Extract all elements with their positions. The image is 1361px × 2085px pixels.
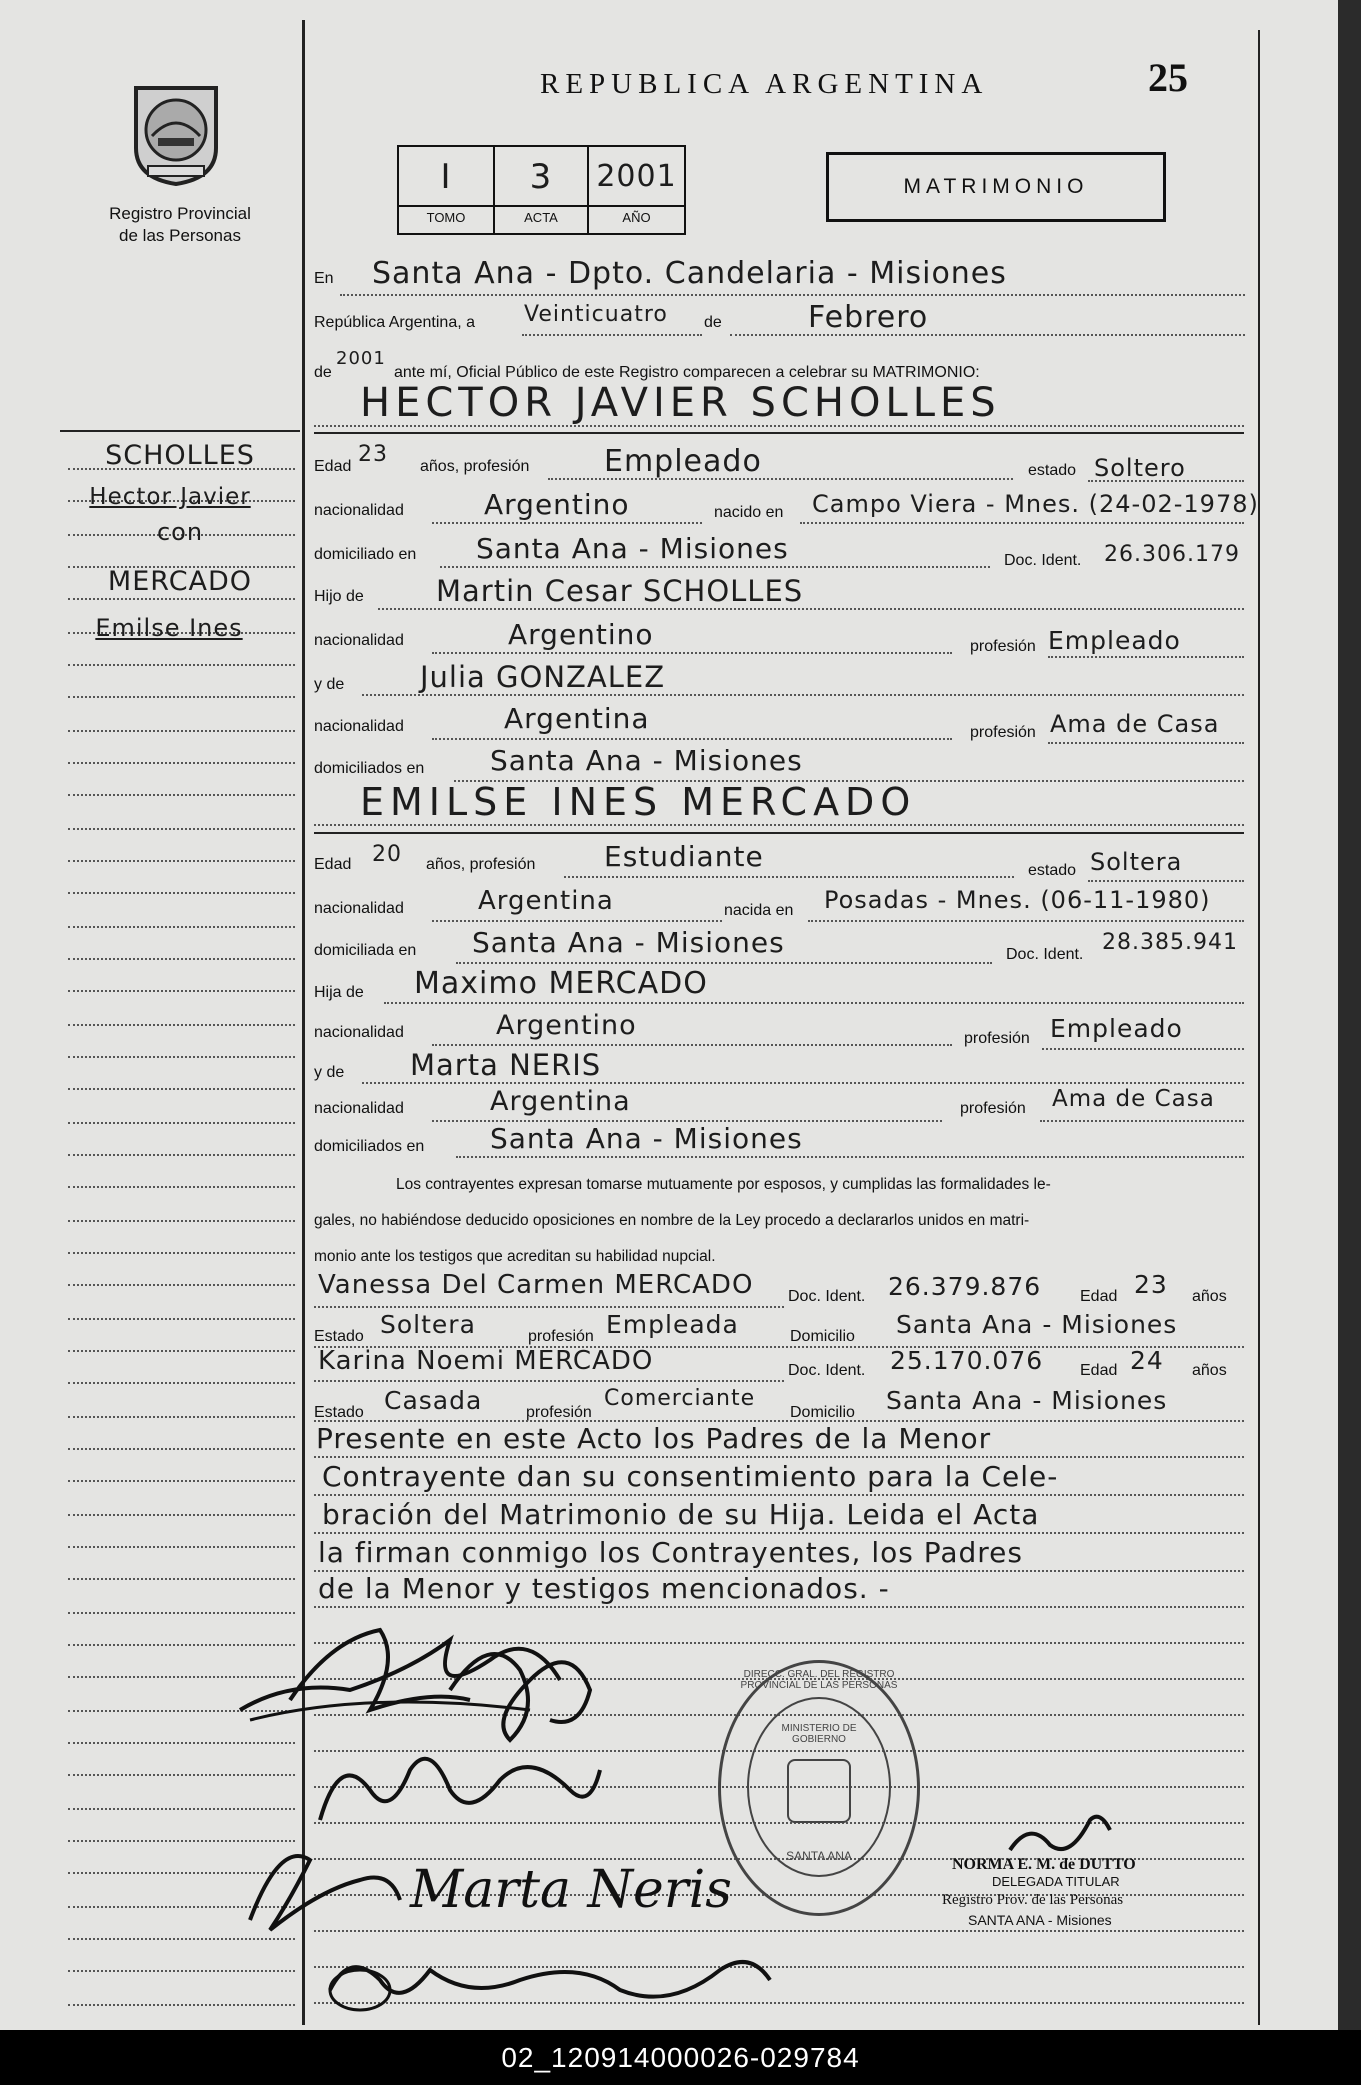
bride-father-prof: Empleado xyxy=(1050,1014,1183,1043)
bride-mother-nat: Argentina xyxy=(490,1086,631,1117)
de-label: de xyxy=(704,314,722,331)
groom-parents-domicile-label: domiciliados en xyxy=(314,760,425,777)
ceremony-year: 2001 xyxy=(336,348,386,369)
witness-2-prof-label: profesión xyxy=(526,1404,592,1421)
bride-mother-nat-label: nacionalidad xyxy=(314,1100,404,1117)
right-border-line xyxy=(1258,30,1260,2025)
signature-bride-mother: Marta Neris xyxy=(410,1860,732,1920)
bride-nationality-label: nacionalidad xyxy=(314,900,404,917)
bride-father: Maximo MERCADO xyxy=(414,966,708,1001)
ano-value: 2001 xyxy=(596,159,677,194)
official-seal xyxy=(718,1660,920,1916)
bride-age: 20 xyxy=(372,842,402,867)
seal-outer-text: DIRECC. GRAL. DEL REGISTRO PROVINCIAL DE LAS PERSONAS xyxy=(740,1669,898,1691)
province-emblem-icon xyxy=(128,78,224,188)
bride-mother-label: y de xyxy=(314,1064,345,1081)
witness-1-doc-label: Doc. Ident. xyxy=(788,1288,866,1305)
witness-1-estado: Soltera xyxy=(380,1310,476,1339)
bride-parents-domicile: Santa Ana - Misiones xyxy=(490,1122,803,1155)
ano-label: AÑO xyxy=(622,210,651,225)
witness-2-estado: Casada xyxy=(384,1386,483,1415)
groom-parents-domicile: Santa Ana - Misiones xyxy=(490,744,803,777)
acta-label: ACTA xyxy=(524,210,558,225)
note-line-1: Presente en este Acto los Padres de la Menor xyxy=(316,1422,992,1455)
signature-witness-2-icon xyxy=(230,1820,410,1940)
note-line-2: Contrayente dan su consentimiento para la Cele- xyxy=(322,1460,1059,1493)
groom-estado-label: estado xyxy=(1028,462,1077,479)
groom-father-prof: Empleado xyxy=(1048,626,1181,655)
groom-nationality: Argentino xyxy=(484,488,630,521)
ceremony-place: Santa Ana - Dpto. Candelaria - Misiones xyxy=(372,256,1007,291)
groom-birthplace: Campo Viera - Mnes. (24-02-1978) xyxy=(812,490,1259,518)
de-label-2: de xyxy=(314,364,332,381)
statement-line-1: Los contrayentes expresan tomarse mutuamente por esposos, y cumplidas las formalidades le- xyxy=(396,1176,1051,1193)
witness-1-age: 23 xyxy=(1134,1270,1168,1299)
witness-2-anos-label: años xyxy=(1192,1362,1227,1379)
scan-edge xyxy=(1338,0,1361,2030)
groom-age: 23 xyxy=(358,442,388,467)
witness-2-age-label: Edad xyxy=(1080,1362,1118,1379)
witness-2-name: Karina Noemi MERCADO xyxy=(318,1346,654,1376)
witness-1-estado-label: Estado xyxy=(314,1328,364,1345)
statement-line-3: monio ante los testigos que acreditan su habilidad nupcial. xyxy=(314,1248,716,1265)
margin-note-surname: SCHOLLES xyxy=(105,440,255,471)
witness-1-anos-label: años xyxy=(1192,1288,1227,1305)
bride-mother: Marta NERIS xyxy=(410,1048,602,1082)
signature-father-icon xyxy=(320,1940,780,2020)
bride-profession: Estudiante xyxy=(604,840,764,873)
official-location: SANTA ANA - Misiones xyxy=(968,1912,1112,1928)
groom-mother-label: y de xyxy=(314,676,345,693)
bride-birthplace-label: nacida en xyxy=(724,902,794,919)
witness-2-doc: 25.170.076 xyxy=(890,1346,1044,1375)
groom-name: HECTOR JAVIER SCHOLLES xyxy=(360,380,1001,426)
groom-domicile: Santa Ana - Misiones xyxy=(476,532,789,565)
witness-2-age: 24 xyxy=(1130,1346,1164,1375)
ante-statement: ante mí, Oficial Público de este Registro comparecen a celebrar su MATRIMONIO: xyxy=(394,364,980,381)
bride-parents-domicile-label: domiciliados en xyxy=(314,1138,425,1155)
groom-nationality-label: nacionalidad xyxy=(314,502,404,519)
groom-doc: 26.306.179 xyxy=(1104,542,1240,567)
witness-1-prof: Empleada xyxy=(606,1310,739,1339)
bride-domicile-label: domiciliada en xyxy=(314,942,417,959)
note-line-3: bración del Matrimonio de su Hija. Leida el Acta xyxy=(322,1498,1040,1531)
bride-age-label: Edad xyxy=(314,856,352,873)
bride-doc-label: Doc. Ident. xyxy=(1006,946,1084,963)
record-type: MATRIMONIO xyxy=(903,175,1089,198)
bride-father-nat-label: nacionalidad xyxy=(314,1024,404,1041)
ceremony-day: Veinticuatro xyxy=(524,302,668,327)
witness-1-dom-label: Domicilio xyxy=(790,1328,855,1345)
registry-name-line1: Registro Provincial xyxy=(109,204,251,223)
groom-estado: Soltero xyxy=(1094,454,1186,482)
note-line-5: de la Menor y testigos mencionados. - xyxy=(318,1572,890,1605)
statement-line-2: gales, no habiéndose deducido oposiciones en nombre de la Ley procedo a declararlos unidos en matri- xyxy=(314,1212,1030,1229)
witness-2-doc-label: Doc. Ident. xyxy=(788,1362,866,1379)
bride-domicile: Santa Ana - Misiones xyxy=(472,926,785,959)
witness-1-name: Vanessa Del Carmen MERCADO xyxy=(318,1270,754,1300)
margin-note-given-names: Hector Javier xyxy=(89,484,251,510)
bride-name: EMILSE INES MERCADO xyxy=(360,780,917,824)
country-title: REPUBLICA ARGENTINA xyxy=(540,68,989,100)
page-number: 25 xyxy=(1148,55,1188,100)
bride-birthplace: Posadas - Mnes. (06-11-1980) xyxy=(824,886,1211,914)
groom-mother-prof: Ama de Casa xyxy=(1050,710,1220,738)
registry-name-line2: de las Personas xyxy=(119,226,241,245)
groom-birthplace-label: nacido en xyxy=(714,504,784,521)
witness-1-doc: 26.379.876 xyxy=(888,1272,1042,1301)
witness-2-prof: Comerciante xyxy=(604,1386,756,1411)
official-title: DELEGADA TITULAR xyxy=(992,1874,1120,1889)
groom-father-nat: Argentino xyxy=(508,618,654,651)
republica-label: República Argentina, a xyxy=(314,314,475,331)
witness-2-estado-label: Estado xyxy=(314,1404,364,1421)
bride-father-label: Hija de xyxy=(314,984,364,1001)
groom-mother-nat: Argentina xyxy=(504,702,650,735)
groom-father: Martin Cesar SCHOLLES xyxy=(436,574,804,608)
witness-2-dom-label: Domicilio xyxy=(790,1404,855,1421)
groom-profession: Empleado xyxy=(604,444,762,479)
record-number-box xyxy=(397,145,686,235)
acta-value: 3 xyxy=(529,157,553,197)
seal-inner-text: MINISTERIO DE GOBIERNO xyxy=(781,1723,857,1745)
tomo-label: TOMO xyxy=(426,210,466,225)
groom-doc-label: Doc. Ident. xyxy=(1004,552,1082,569)
groom-mother-nat-label: nacionalidad xyxy=(314,718,404,735)
bride-estado-label: estado xyxy=(1028,862,1077,879)
groom-mother: Julia GONZALEZ xyxy=(420,660,666,694)
note-line-4: la firman conmigo los Contrayentes, los Padres xyxy=(318,1536,1023,1569)
groom-profession-label: años, profesión xyxy=(420,458,530,475)
groom-domicile-label: domiciliado en xyxy=(314,546,417,563)
groom-mother-prof-label: profesión xyxy=(970,724,1036,741)
official-name: NORMA E. M. de DUTTO xyxy=(952,1856,1136,1873)
bride-mother-prof: Ama de Casa xyxy=(1052,1086,1215,1112)
groom-father-nat-label: nacionalidad xyxy=(314,632,404,649)
bride-profession-label: años, profesión xyxy=(426,856,536,873)
bride-mother-prof-label: profesión xyxy=(960,1100,1026,1117)
margin-note-bride-surname: MERCADO xyxy=(107,566,253,597)
margin-note-con: con xyxy=(156,518,204,546)
bride-estado: Soltera xyxy=(1090,848,1183,876)
seal-bottom-text: SANTA ANA xyxy=(786,1849,852,1863)
margin-note-bride-names: Emilse Ines xyxy=(95,614,243,642)
bride-father-nat: Argentino xyxy=(496,1010,637,1041)
witness-2-domicile: Santa Ana - Misiones xyxy=(886,1386,1168,1415)
witness-1-age-label: Edad xyxy=(1080,1288,1118,1305)
document-id-footer: 02_120914000026-029784 xyxy=(0,2030,1361,2085)
tomo-value: I xyxy=(440,157,452,197)
ceremony-month: Febrero xyxy=(808,300,929,335)
groom-father-label: Hijo de xyxy=(314,588,364,605)
groom-age-label: Edad xyxy=(314,458,352,475)
bride-doc: 28.385.941 xyxy=(1102,930,1238,955)
bride-father-prof-label: profesión xyxy=(964,1030,1030,1047)
witness-1-prof-label: profesión xyxy=(528,1328,594,1345)
witness-1-domicile: Santa Ana - Misiones xyxy=(896,1310,1178,1339)
en-label: En xyxy=(314,270,334,287)
groom-father-prof-label: profesión xyxy=(970,638,1036,655)
record-type-box xyxy=(826,152,1166,222)
bride-nationality: Argentina xyxy=(478,886,614,916)
official-registry: Registro Prov. de las Personas xyxy=(942,1892,1124,1908)
